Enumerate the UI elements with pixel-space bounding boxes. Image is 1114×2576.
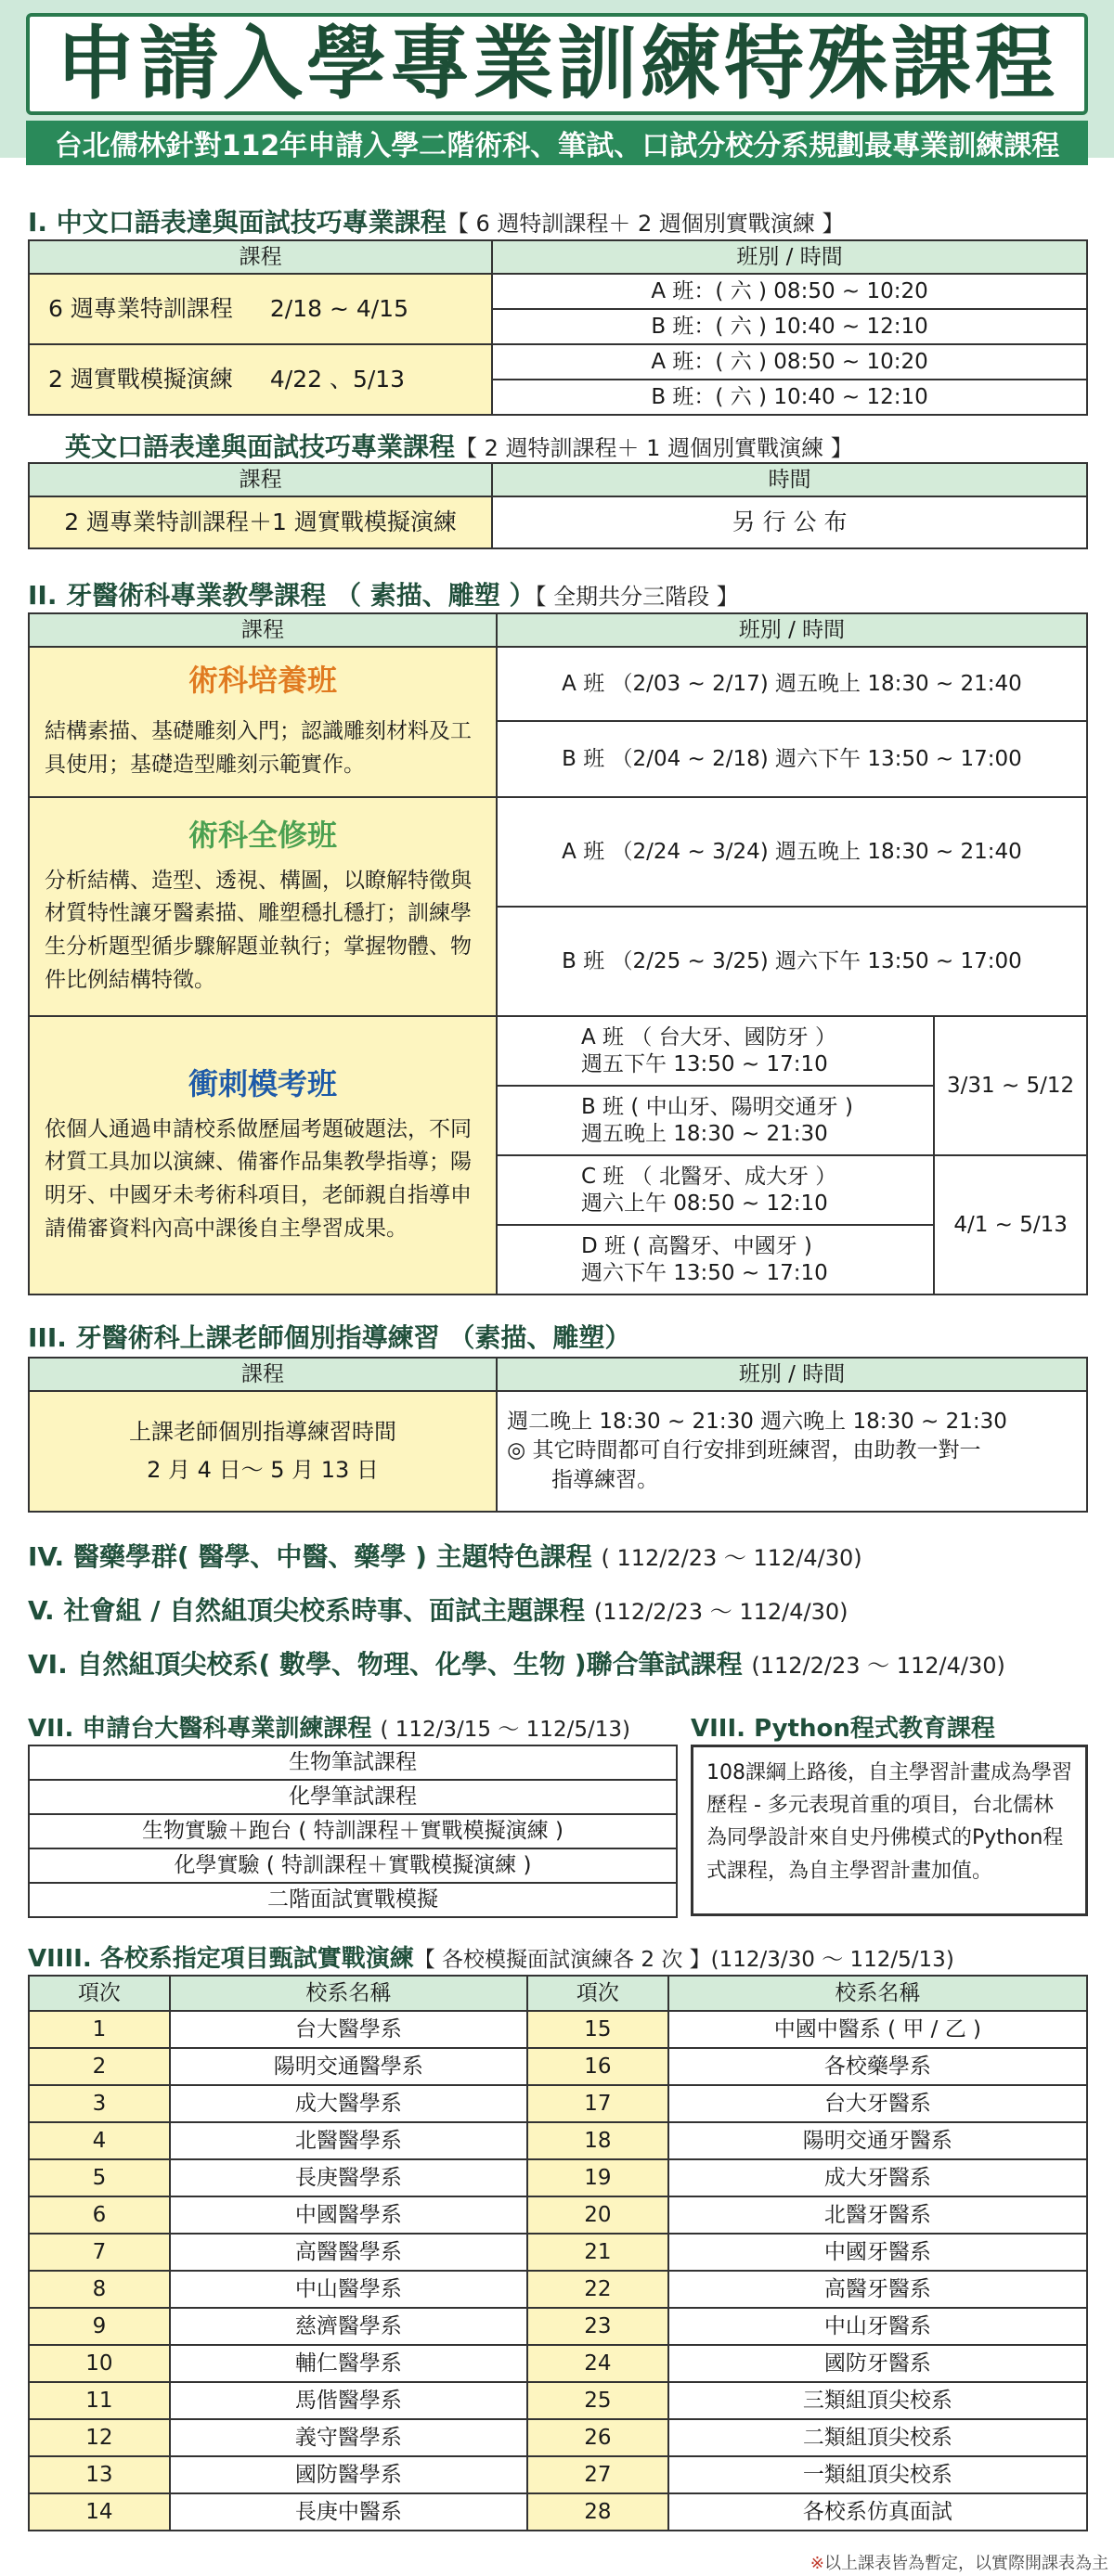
section-7-note: ( 112/3/15 ～ 112/5/13) [380, 1718, 630, 1742]
header-course: 課程 [29, 463, 492, 496]
school-no: 6 [29, 2196, 170, 2234]
school-name: 中山醫學系 [170, 2271, 527, 2308]
school-no: 12 [29, 2419, 170, 2456]
table-row [29, 2085, 1087, 2122]
footnote [810, 2550, 1108, 2574]
section-1-note: 【 6 週特訓課程＋ 2 週個別實戰演練 】 [446, 211, 845, 237]
date-range: 4/1 ~ 5/13 [934, 1155, 1087, 1294]
class-time: 週五晚上 18:30 ~ 21:30 [580, 1121, 828, 1146]
header-time: 班別 / 時間 [497, 613, 1087, 647]
header-no: 項次 [527, 1976, 668, 2011]
school-name: 長庚中醫系 [170, 2493, 527, 2531]
school-name: 各校藥學系 [668, 2048, 1087, 2085]
course-desc: 依個人通過申請校系做歷屆考題破題法，不同材質工具加以演練、備審作品集教學指導；陽明牙、中國牙未考術科項目，老師親自指導申請備審資料內高中課後自主學習成果。 [45, 1116, 472, 1241]
course-name: 6 週專業特訓課程 [48, 295, 233, 323]
school-name: 台大牙醫系 [668, 2085, 1087, 2122]
section-5-title: V. 社會組 / 自然組頂尖校系時事、面試主題課程 [28, 1595, 586, 1626]
school-no: 27 [527, 2456, 668, 2493]
course-cell-full [29, 797, 497, 1016]
section-5-note: (112/2/23 ～ 112/4/30) [593, 1599, 848, 1625]
school-no: 9 [29, 2308, 170, 2345]
section-6-note: (112/2/23 ～ 112/4/30) [751, 1653, 1005, 1679]
table-row [29, 2011, 1087, 2048]
table-row [29, 2122, 1087, 2159]
section-4-heading [28, 1537, 862, 1574]
school-no: 1 [29, 2011, 170, 2048]
school-name: 陽明交通醫學系 [170, 2048, 527, 2085]
time-slot: A 班 （2/24 ~ 3/24) 週五晚上 18:30 ~ 21:40 [497, 797, 1087, 907]
time-slot [497, 1086, 934, 1155]
time-slot: A 班 （2/03 ~ 2/17) 週五晚上 18:30 ~ 21:40 [497, 647, 1087, 721]
time-slot: B 班 （2/04 ~ 2/18) 週六下午 13:50 ~ 17:00 [497, 721, 1087, 797]
school-no: 19 [527, 2159, 668, 2196]
section-9-heading [28, 1939, 954, 1974]
table-row [29, 2048, 1087, 2085]
course-name: 衝刺模考班 [188, 1065, 337, 1101]
school-name: 國防牙醫系 [668, 2345, 1087, 2382]
school-no: 15 [527, 2011, 668, 2048]
course-item: 二階面試實戰模擬 [29, 1883, 677, 1917]
time-slot: B 班 （2/25 ~ 3/25) 週六下午 13:50 ~ 17:00 [497, 907, 1087, 1016]
course-date: 4/22 、5/13 [269, 366, 406, 393]
section-1b-note: 【 2 週特訓課程＋ 1 週個別實戰演練 】 [455, 435, 853, 461]
class-time: 週六下午 13:50 ~ 17:10 [580, 1260, 828, 1285]
table-row [29, 2159, 1087, 2196]
header-school: 校系名稱 [668, 1976, 1087, 2011]
course-cell [29, 1391, 497, 1512]
section-1b-table [28, 462, 1088, 549]
section-6-heading [28, 1644, 1005, 1681]
table-row [29, 2493, 1087, 2531]
school-name: 國防醫學系 [170, 2456, 527, 2493]
school-no: 13 [29, 2456, 170, 2493]
section-2-note: 【 全期共分三階段 】 [535, 584, 739, 610]
school-no: 25 [527, 2382, 668, 2419]
time-slot: B 班：( 六 ) 10:40 ~ 12:10 [492, 309, 1087, 344]
school-name: 成大醫學系 [170, 2085, 527, 2122]
course-name: 2 週專業特訓課程＋1 週實戰模擬演練 [29, 496, 492, 548]
section-7-table [28, 1745, 678, 1918]
school-no: 7 [29, 2234, 170, 2271]
course-name: 2 週實戰模擬演練 [48, 366, 233, 393]
school-list-table [28, 1975, 1088, 2531]
section-3-heading [28, 1318, 630, 1355]
school-name: 一類組頂尖校系 [668, 2456, 1087, 2493]
table-row [29, 2419, 1087, 2456]
section-9-title: VIIII. 各校系指定項目甄試實戰演練 [28, 1945, 414, 1973]
section-1b-heading [65, 427, 853, 464]
time-slot: 另 行 公 布 [492, 496, 1087, 548]
school-no: 24 [527, 2345, 668, 2382]
school-name: 中國醫學系 [170, 2196, 527, 2234]
school-no: 28 [527, 2493, 668, 2531]
school-no: 5 [29, 2159, 170, 2196]
section-2-table [28, 612, 1088, 1295]
title-box [26, 13, 1088, 115]
school-no: 18 [527, 2122, 668, 2159]
course-item: 生物實驗＋跑台 ( 特訓課程＋實戰模擬演練 ) [29, 1814, 677, 1848]
course-cell [29, 344, 492, 415]
course-cell-sprint [29, 1016, 497, 1294]
section-7-heading [28, 1709, 630, 1744]
time-note: ◎ 其它時間都可自行安排到班練習，由助教一對一 [507, 1438, 981, 1463]
class-time: 週六上午 08:50 ~ 12:10 [580, 1191, 828, 1216]
course-cell [29, 274, 492, 344]
school-no: 26 [527, 2419, 668, 2456]
table-row [29, 2271, 1087, 2308]
table-row [29, 2382, 1087, 2419]
header-school: 校系名稱 [170, 1976, 527, 2011]
time-slot [497, 1155, 934, 1225]
header-course: 課程 [29, 1358, 497, 1391]
footnote-mark: ※ [810, 2554, 824, 2573]
section-7-title: VII. 申請台大醫科專業訓練課程 [28, 1715, 372, 1743]
subtitle-bar [26, 121, 1088, 165]
table-row [29, 2345, 1087, 2382]
course-desc: 結構素描、基礎雕刻入門；認識雕刻材料及工具使用；基礎造型雕刻示範實作。 [45, 719, 472, 777]
school-no: 10 [29, 2345, 170, 2382]
header-time: 班別 / 時間 [492, 240, 1087, 274]
class-label: C 班 （ 北醫牙、成大牙 ） [580, 1164, 837, 1189]
school-name: 台大醫學系 [170, 2011, 527, 2048]
section-9-note: 【 各校模擬面試演練各 2 次 】(112/3/30 ～ 112/5/13) [413, 1948, 954, 1972]
time-slot: A 班：( 六 ) 08:50 ~ 10:20 [492, 344, 1087, 380]
date-range: 3/31 ~ 5/12 [934, 1016, 1087, 1155]
school-no: 14 [29, 2493, 170, 2531]
table-row [29, 2196, 1087, 2234]
school-name: 陽明交通牙醫系 [668, 2122, 1087, 2159]
section-1-table [28, 239, 1088, 416]
course-item: 化學筆試課程 [29, 1780, 677, 1814]
table-row [29, 2456, 1087, 2493]
time-slot [497, 1225, 934, 1294]
school-no: 8 [29, 2271, 170, 2308]
section-4-title: IV. 醫藥學群( 醫學、中醫、藥學 ) 主題特色課程 [28, 1541, 592, 1572]
school-no: 23 [527, 2308, 668, 2345]
school-no: 22 [527, 2271, 668, 2308]
class-label: D 班 ( 高醫牙、中國牙 ) [580, 1233, 812, 1258]
section-1-title: I. 中文口語表達與面試技巧專業課程 [28, 207, 447, 238]
time-slot: B 班：( 六 ) 10:40 ~ 12:10 [492, 380, 1087, 415]
school-name: 馬偕醫學系 [170, 2382, 527, 2419]
school-no: 16 [527, 2048, 668, 2085]
section-3-title: III. 牙醫術科上課老師個別指導練習 （素描、雕塑） [28, 1322, 631, 1353]
python-course-box [691, 1745, 1088, 1916]
school-name: 義守醫學系 [170, 2419, 527, 2456]
class-time: 週五下午 13:50 ~ 17:10 [580, 1051, 828, 1076]
time-cell [497, 1391, 1087, 1512]
school-no: 17 [527, 2085, 668, 2122]
time-slot: A 班：( 六 ) 08:50 ~ 10:20 [492, 274, 1087, 309]
course-item: 生物筆試課程 [29, 1745, 677, 1780]
school-no: 2 [29, 2048, 170, 2085]
section-3-table [28, 1357, 1088, 1513]
course-name: 上課老師個別指導練習時間 [129, 1419, 397, 1446]
course-item: 化學實驗 ( 特訓課程＋實戰模擬演練 ) [29, 1848, 677, 1883]
school-no: 11 [29, 2382, 170, 2419]
section-8-heading [691, 1709, 995, 1744]
section-5-heading [28, 1591, 848, 1628]
class-label: A 班 （ 台大牙、國防牙 ） [580, 1024, 836, 1050]
school-no: 3 [29, 2085, 170, 2122]
school-name: 北醫牙醫系 [668, 2196, 1087, 2234]
course-date: 2/18 ~ 4/15 [269, 295, 408, 323]
school-name: 高醫牙醫系 [668, 2271, 1087, 2308]
school-name: 成大牙醫系 [668, 2159, 1087, 2196]
school-name: 中山牙醫系 [668, 2308, 1087, 2345]
table-row [29, 2234, 1087, 2271]
school-no: 21 [527, 2234, 668, 2271]
table-row [29, 2308, 1087, 2345]
course-cell-cultivation [29, 647, 497, 797]
school-name: 北醫醫學系 [170, 2122, 527, 2159]
section-4-note: ( 112/2/23 ～ 112/4/30) [601, 1545, 862, 1571]
course-name: 術科全修班 [188, 817, 337, 853]
school-name: 三類組頂尖校系 [668, 2382, 1087, 2419]
header-no: 項次 [29, 1976, 170, 2011]
header-course: 課程 [29, 613, 497, 647]
school-no: 4 [29, 2122, 170, 2159]
time-slot [497, 1016, 934, 1086]
page-subtitle: 台北儒林針對112年申請入學二階術科、筆試、口試分校分系規劃最專業訓練課程 [54, 130, 1060, 162]
footnote-text: 以上課表皆為暫定，以實際開課表為主 [824, 2554, 1108, 2573]
school-name: 高醫醫學系 [170, 2234, 527, 2271]
time-slot: 週二晚上 18:30 ~ 21:30 週六晚上 18:30 ~ 21:30 [507, 1410, 1007, 1435]
school-name: 中國牙醫系 [668, 2234, 1087, 2271]
python-course-text: 108課綱上路後，自主學習計畫成為學習歷程 - 多元表現首重的項目，台北儒林為同學設計來自史丹佛模式的Python程式課程，為自主學習計畫加值。 [706, 1761, 1072, 1883]
school-name: 中國中醫系 ( 甲 / 乙 ) [668, 2011, 1087, 2048]
school-no: 20 [527, 2196, 668, 2234]
header-time: 時間 [492, 463, 1087, 496]
section-8-title: VIII. Python程式教育課程 [691, 1715, 995, 1743]
course-desc: 分析結構、造型、透視、構圖，以瞭解特徵與材質特性讓牙醫素描、雕塑穩扎穩打；訓練學生分析題型循步驟解題並執行；掌握物體、物件比例結構特徵。 [45, 868, 472, 992]
header-time: 班別 / 時間 [497, 1358, 1087, 1391]
section-2-title: II. 牙醫術科專業教學課程 （ 素描、雕塑 ） [28, 580, 536, 611]
section-2-heading [28, 575, 739, 612]
time-note-cont: 指導練習。 [551, 1467, 659, 1492]
header-course: 課程 [29, 240, 492, 274]
school-name: 慈濟醫學系 [170, 2308, 527, 2345]
school-name: 二類組頂尖校系 [668, 2419, 1087, 2456]
course-date: 2 月 4 日～ 5 月 13 日 [147, 1457, 379, 1483]
school-name: 輔仁醫學系 [170, 2345, 527, 2382]
school-name: 各校系仿真面試 [668, 2493, 1087, 2531]
course-name: 術科培養班 [188, 663, 337, 699]
school-name: 長庚醫學系 [170, 2159, 527, 2196]
class-label: B 班 ( 中山牙、陽明交通牙 ) [580, 1094, 853, 1119]
section-6-title: VI. 自然組頂尖校系( 數學、物理、化學、生物 )聯合筆試課程 [28, 1649, 743, 1680]
section-1-heading [28, 202, 845, 239]
page-title: 申請入學專業訓練特殊課程 [56, 18, 1058, 110]
section-1b-title: 英文口語表達與面試技巧專業課程 [65, 431, 456, 462]
